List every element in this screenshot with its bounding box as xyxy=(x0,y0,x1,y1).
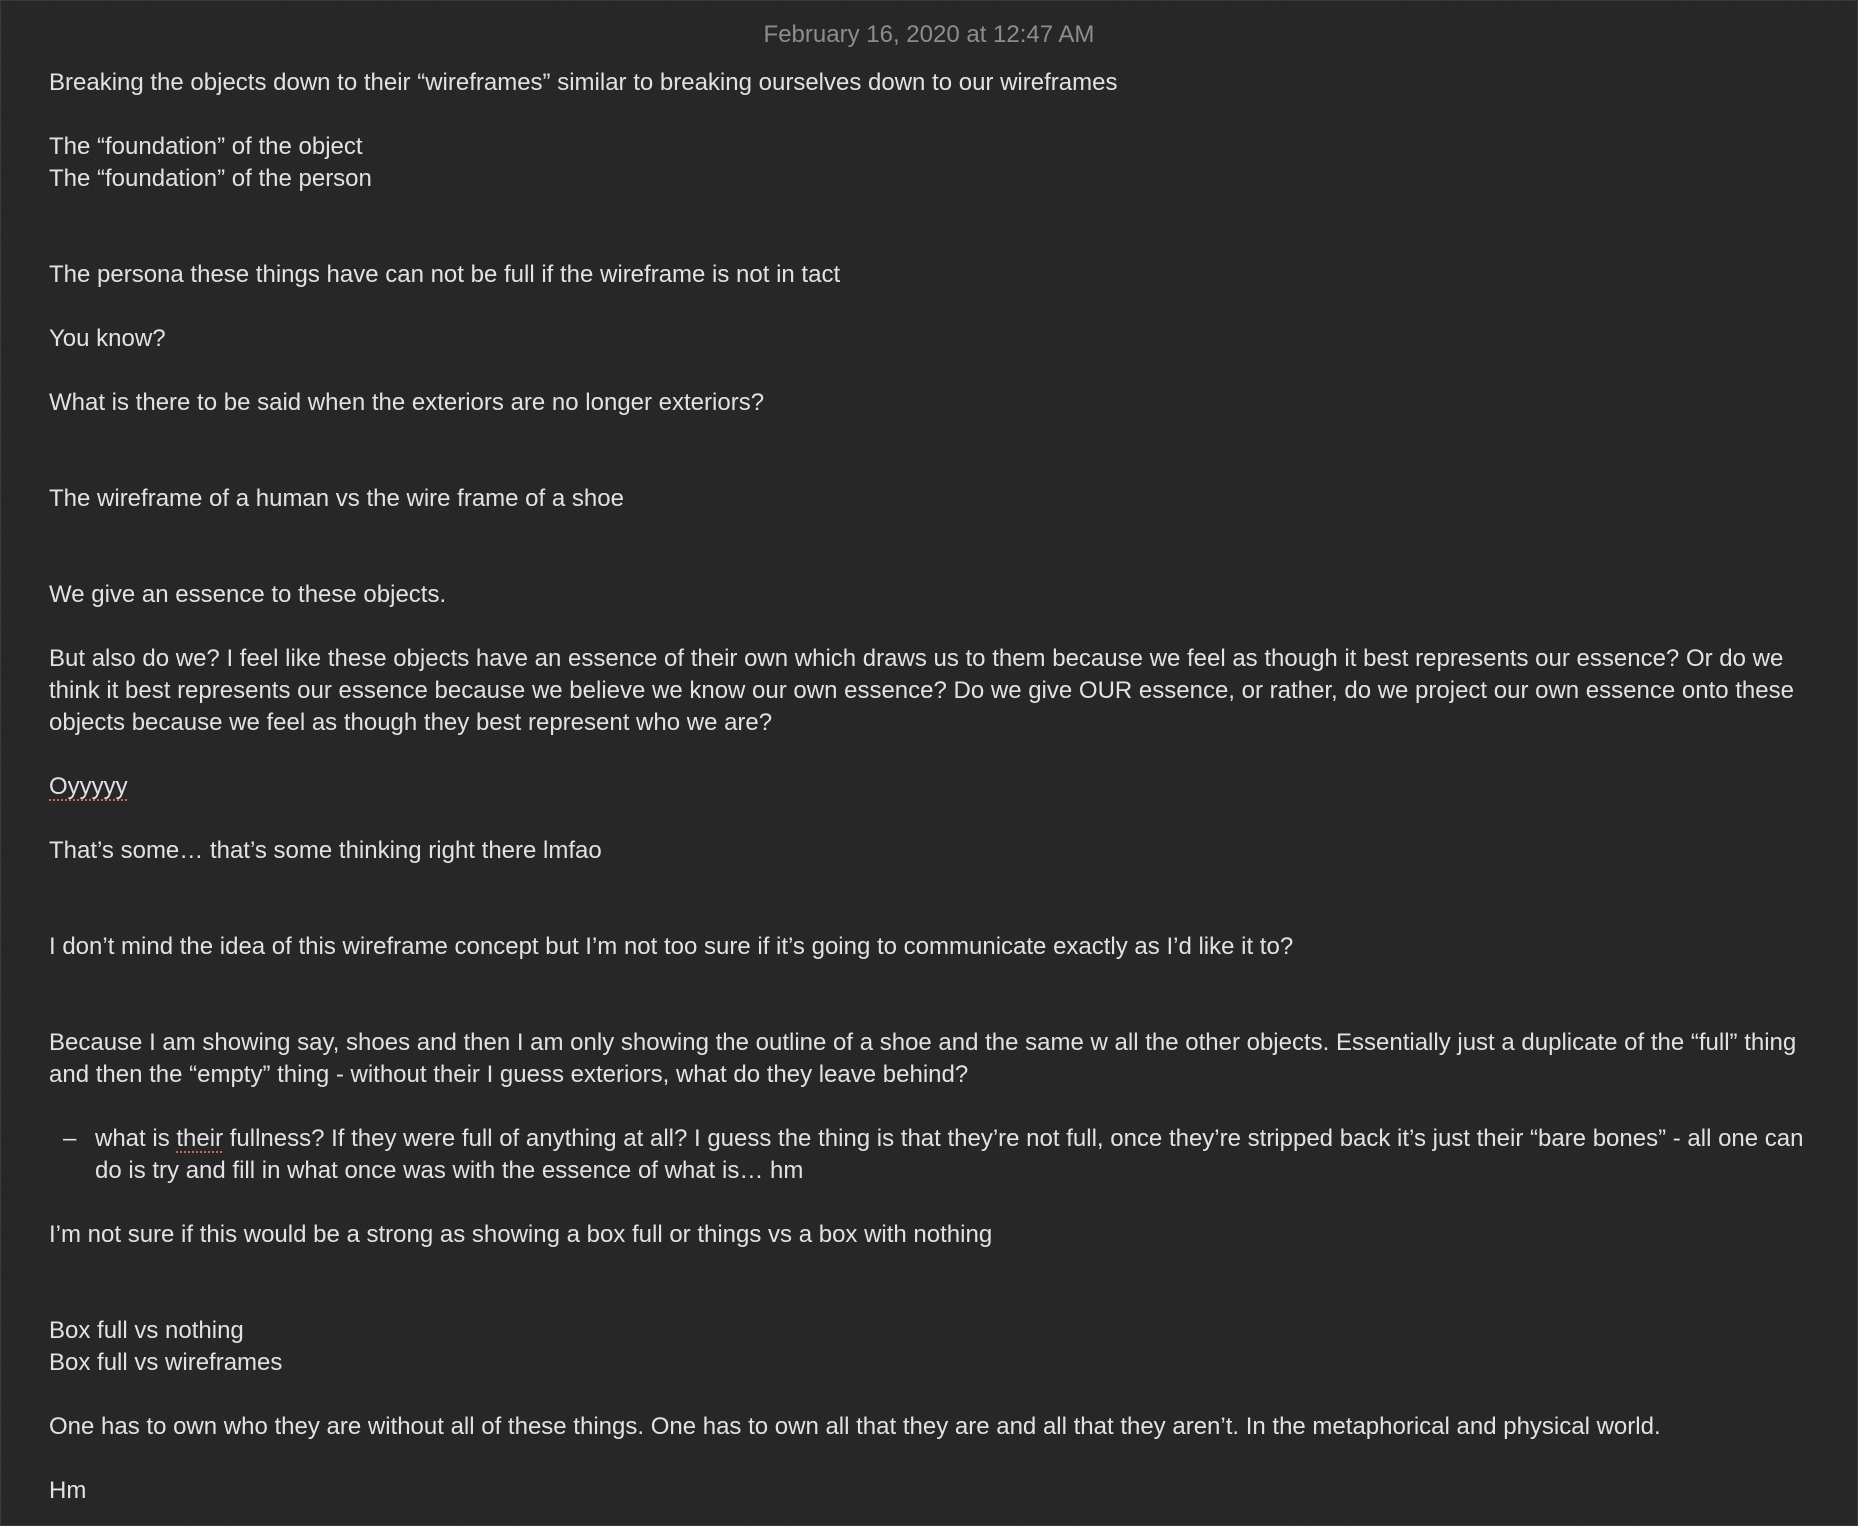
note-line[interactable]: You know? xyxy=(49,325,166,352)
blank-line[interactable] xyxy=(49,1091,1813,1123)
note-line[interactable]: Hm xyxy=(49,1477,87,1504)
note-line[interactable] xyxy=(49,771,1813,803)
list-item-text-start[interactable]: what is xyxy=(95,1125,177,1152)
note-paragraph[interactable]: Because I am showing say, shoes and then I am only showing the outline of a shoe and the same w all the other objects. Essentially just a duplicate of the “full” thing and then the “empty” thing - without their I guess exteriors, what do they leave behind? xyxy=(49,1029,1797,1088)
note-timestamp: February 16, 2020 at 12:47 AM xyxy=(763,21,1095,48)
note-line[interactable]: The “foundation” of the object xyxy=(49,133,363,160)
blank-line[interactable] xyxy=(49,547,1813,579)
note-line[interactable]: That’s some… that’s some thinking right there lmfao xyxy=(49,837,602,864)
blank-line[interactable] xyxy=(49,1187,1813,1219)
blank-line[interactable] xyxy=(49,1379,1813,1411)
blank-line[interactable] xyxy=(49,963,1813,995)
note-body-editor[interactable] xyxy=(49,67,1813,1507)
blank-line[interactable] xyxy=(49,99,1813,131)
blank-line[interactable] xyxy=(49,1283,1813,1315)
note-line[interactable]: We give an essence to these objects. xyxy=(49,581,447,608)
list-item-text[interactable] xyxy=(95,1123,1813,1187)
note-line[interactable]: The wireframe of a human vs the wire frame of a shoe xyxy=(49,485,624,512)
note-line[interactable]: I don’t mind the idea of this wireframe concept but I’m not too sure if it’s going to communicate exactly as I’d like it to? xyxy=(49,933,1294,960)
note-line[interactable]: Box full vs wireframes xyxy=(49,1349,283,1376)
note-line[interactable]: The “foundation” of the person xyxy=(49,165,372,192)
blank-line[interactable] xyxy=(49,195,1813,227)
note-line[interactable]: One has to own who they are without all of these things. One has to own all that they are and all that they aren’t. In the metaphorical and physical world. xyxy=(49,1413,1661,1440)
blank-line[interactable] xyxy=(49,1443,1813,1475)
dash-list-item[interactable] xyxy=(49,1123,1813,1187)
blank-line[interactable] xyxy=(49,1251,1813,1283)
blank-line[interactable] xyxy=(49,419,1813,451)
blank-line[interactable] xyxy=(49,899,1813,931)
blank-line[interactable] xyxy=(49,611,1813,643)
list-item-text-rest[interactable]: fullness? If they were full of anything at all? I guess the thing is that they’re not full, once they’re stripped back it’s just their “bare bones” - all one can do is try and fill in what once was with the essence of what is… hm xyxy=(95,1125,1804,1184)
blank-line[interactable] xyxy=(49,227,1813,259)
blank-line[interactable] xyxy=(49,867,1813,899)
blank-line[interactable] xyxy=(49,739,1813,771)
note-line[interactable]: I’m not sure if this would be a strong as showing a box full or things vs a box with nothing xyxy=(49,1221,993,1248)
misspelled-word[interactable]: their xyxy=(176,1125,224,1152)
blank-line[interactable] xyxy=(49,451,1813,483)
blank-line[interactable] xyxy=(49,803,1813,835)
blank-line[interactable] xyxy=(49,355,1813,387)
blank-line[interactable] xyxy=(49,291,1813,323)
note-line[interactable]: The persona these things have can not be full if the wireframe is not in tact xyxy=(49,261,841,288)
note-line[interactable]: What is there to be said when the exteriors are no longer exteriors? xyxy=(49,389,765,416)
blank-line[interactable] xyxy=(49,995,1813,1027)
note-paragraph[interactable]: But also do we? I feel like these objects have an essence of their own which draws us to them because we feel as though it best represents our essence? Or do we think it best represents our essence because we believe we know our own essence? Do we give OUR essence, or rather, do we project our own essence onto these objects because we feel as though they best represent who we are? xyxy=(49,645,1794,736)
blank-line[interactable] xyxy=(49,515,1813,547)
dash-bullet: – xyxy=(63,1125,77,1152)
misspelled-word[interactable]: Oyyyyy xyxy=(49,773,128,800)
note-line[interactable]: Breaking the objects down to their “wireframes” similar to breaking ourselves down to our wireframes xyxy=(49,69,1118,96)
note-line[interactable]: Box full vs nothing xyxy=(49,1317,244,1344)
